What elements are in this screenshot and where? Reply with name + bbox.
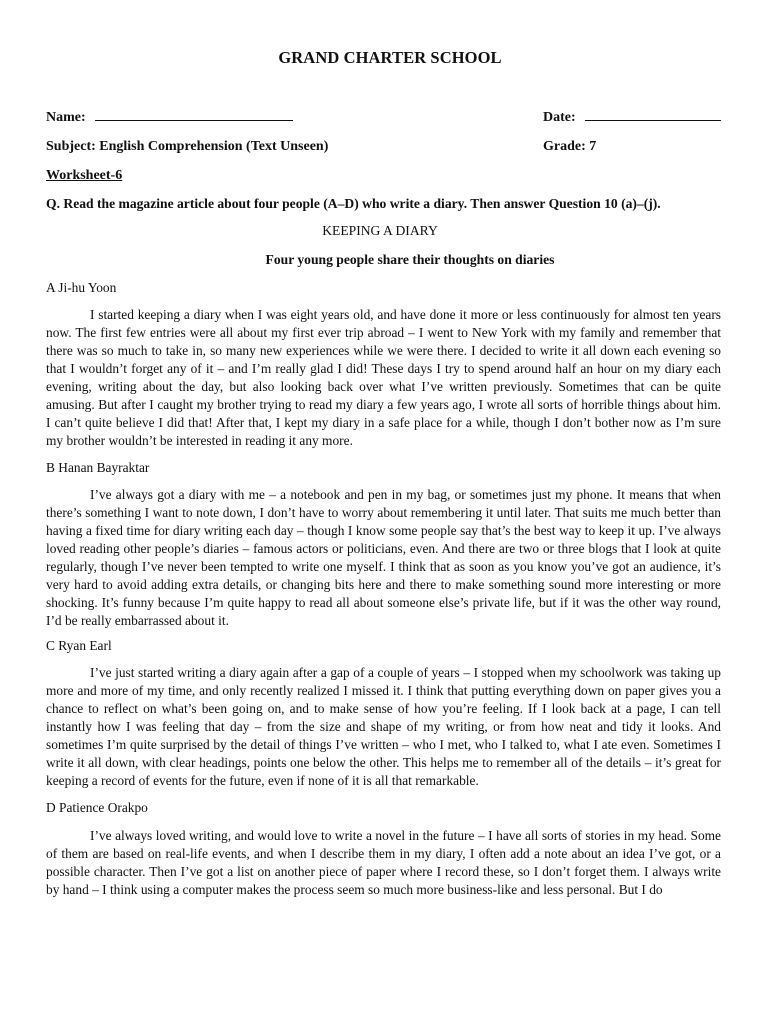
subject-grade-row xyxy=(46,139,726,155)
article-subtitle: Four young people share their thoughts on diaries xyxy=(265,252,555,267)
date-blank xyxy=(585,108,721,121)
person-d-heading: D Patience Orakpo xyxy=(46,800,148,815)
person-c-paragraph: I’ve just started writing a diary again after a gap of a couple of years – I stopped when my schoolwork was taking up more and more of my time, and only recently realized I missed it. I think that putting everything down on paper gives you a chance to reflect on what’s been going on, and to make sense of how you’re feeling. If I look back at a page, I can tell instantly how I was feeling that day – from the size and shape of my writing, or from how neat and tidy it looks. And sometimes I’m quite surprised by the detail of things I’ve written – who I met, who I talked to, what I ate even. Sometimes I write it all down, with clear headings, points one below the other. This helps me to remember all of the details – it’s great for keeping a record of events for the future, even if none of it is all that remarkable. xyxy=(46,665,721,788)
name-label: Name: xyxy=(46,110,86,125)
person-c-heading: C Ryan Earl xyxy=(46,638,112,653)
subject-label: Subject: English Comprehension (Text Unseen) xyxy=(46,139,329,154)
date-label: Date: xyxy=(543,110,576,125)
person-d-paragraph: I’ve always loved writing, and would love to write a novel in the future – I have all sorts of stories in my head. Some of them are based on real-life events, and when I describe them in my diary, I often add a note about an idea I’ve got, or a possible character. Then I’ve got a list on another piece of paper where I record these, so I don’t forget them. I always write by hand – I think using a computer makes the process seem so much more business-like and less personal. But I do xyxy=(46,828,721,897)
person-b-heading: B Hanan Bayraktar xyxy=(46,460,150,475)
school-name: GRAND CHARTER SCHOOL xyxy=(278,48,502,67)
person-b-paragraph: I’ve always got a diary with me – a notebook and pen in my bag, or sometimes just my phone. It means that when there’s something I want to note down, I don’t have to worry about remembering it until later. That suits me much better than having a fixed time for diary writing each day – though I know some people say that’s the best way to keep it up. I’ve always loved reading other people’s diaries – famous actors or politicians, even. And there are two or three blogs that I look at quite regularly, though I’ve never been tempted to write one myself. I think that as soon as you know you’ve got an audience, it’s very hard to avoid adding extra details, or changing bits here and there to make something sound more interesting or more shocking. It’s funny because I’m quite happy to read all about someone else’s private life, but if it was the other way round, I’d be really embarrassed about it. xyxy=(46,487,721,628)
article-title: KEEPING A DIARY xyxy=(322,223,438,238)
grade-label: Grade: 7 xyxy=(543,139,597,154)
person-a-paragraph: I started keeping a diary when I was eight years old, and have done it more or less continuously for almost ten years now. The first few entries were all about my first ever trip abroad – I went to New York with my family and remember that there was so much to take in, so many new experiences while we were there. I decided to write it all down each evening so that I wouldn’t forget any of it – and I’m really glad I did! These days I try to spend around half an hour on my diary each evening, writing about the day, but also looking back over what I’ve written previously. Sometimes that can be quite amusing. But after I caught my brother trying to read my diary a few years ago, I wrote all sorts of horrible things about him. I can’t quite believe I did that! After that, I kept my diary in a safe place for a while, though I don’t bother now as I’m sure my brother wouldn’t be interested in reading it any more. xyxy=(46,307,721,448)
date-field xyxy=(543,108,721,126)
person-a-heading: A Ji-hu Yoon xyxy=(46,280,117,295)
worksheet-number: Worksheet-6 xyxy=(46,168,123,183)
question-prompt: Q. Read the magazine article about four people (A–D) who write a diary. Then answer Question 10 (a)–(j). xyxy=(46,196,661,211)
name-date-row xyxy=(46,108,726,126)
name-blank xyxy=(95,108,293,121)
